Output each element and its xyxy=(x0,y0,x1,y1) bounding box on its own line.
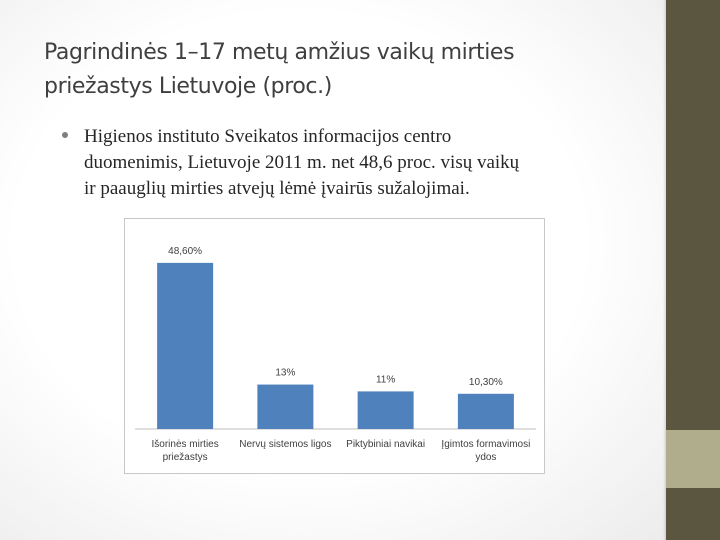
bar-1 xyxy=(157,263,213,429)
sidebar-decoration-accent xyxy=(666,430,720,488)
bullet-dot-icon xyxy=(62,132,68,138)
bar-4 xyxy=(458,394,514,429)
category-label-2: Nervų sistemos ligos xyxy=(239,439,332,450)
bar-chart-svg xyxy=(125,219,546,475)
slide-title-line-2: priežastys Lietuvoje (proc.) xyxy=(44,74,332,99)
slide-title xyxy=(44,36,644,104)
bullet-line-2: duomenimis, Lietuvoje 2011 m. net 48,6 proc. visų vaikų xyxy=(84,152,520,173)
data-label-4: 10,30% xyxy=(468,376,503,388)
bar-2 xyxy=(257,385,313,429)
sidebar-decoration-bottom xyxy=(666,488,720,540)
category-label-1: Išorinės mirties priežastys xyxy=(151,439,219,463)
slide-title-line-1: Pagrindinės 1–17 metų amžius vaikų mirties xyxy=(44,40,515,65)
data-label-2: 13% xyxy=(275,367,296,379)
bar-3 xyxy=(358,391,414,429)
category-label-3: Piktybiniai navikai xyxy=(346,439,426,450)
data-label-1: 48,60% xyxy=(168,245,203,257)
sidebar-decoration-top xyxy=(666,0,720,430)
bullet-text xyxy=(62,124,652,202)
data-label-3: 11% xyxy=(375,374,396,386)
bullet-line-3: ir paauglių mirties atvejų lėmė įvairūs sužalojimai. xyxy=(84,178,470,199)
bar-chart xyxy=(124,218,545,474)
bullet-item xyxy=(62,124,652,202)
bullet-line-1: Higienos instituto Sveikatos informacijos centro xyxy=(84,126,452,147)
category-label-4: Įgimtos formavimosi ydos xyxy=(441,439,531,463)
